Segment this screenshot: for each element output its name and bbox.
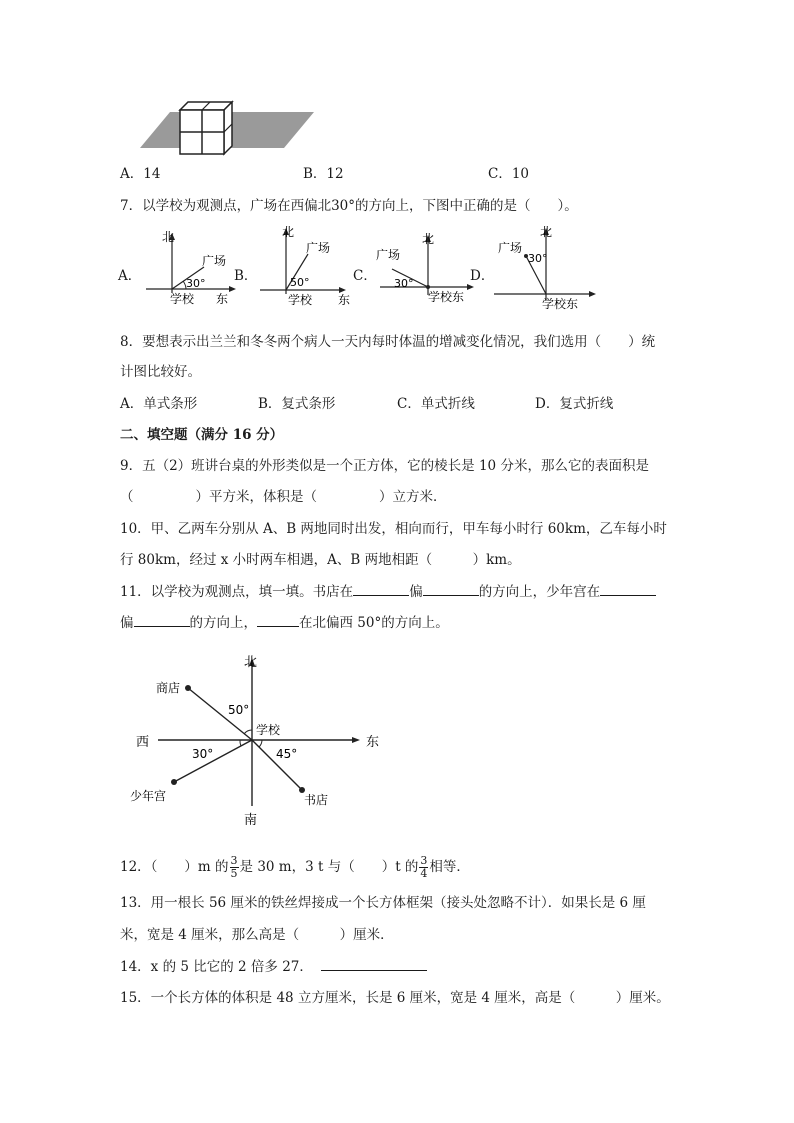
q7a-north: 北 xyxy=(162,230,175,244)
q7-option-c-letter: C． xyxy=(353,268,377,284)
q11-south: 南 xyxy=(244,813,258,828)
q7-question: 7．以学校为观测点，广场在西偏北30°的方向上，下图中正确的是（ ）。 xyxy=(120,198,578,214)
q7-option-d-letter: D． xyxy=(470,268,495,284)
q10-line1: 10．甲、乙两车分别从 A、B 两地同时出发，相向而行，甲车每小时行 60km，乙车每小时 xyxy=(120,521,667,537)
q7a-place: 广场 xyxy=(202,254,227,268)
q6-option-b: B．12 xyxy=(303,166,344,182)
q7b-origin: 学校 xyxy=(288,293,313,307)
q11-angle-50: 50° xyxy=(228,703,250,717)
q15-line: 15．一个长方体的体积是 48 立方厘米，长是 6 厘米，宽是 4 厘米，高是（ ）厘米。 xyxy=(120,990,670,1006)
q11-line1: 11．以学校为观测点，填一填。书店在 偏 的方向上，少年宫在 xyxy=(120,581,656,602)
q13-line1: 13．用一根长 56 厘米的铁丝焊接成一个长方体框架（接头处忽略不计）．如果长是 6 厘 xyxy=(120,895,646,911)
q8-option-c: C．单式折线 xyxy=(397,396,475,412)
q8-option-b: B．复式条形 xyxy=(258,396,336,412)
q7-option-a-letter: A． xyxy=(118,268,142,284)
q14-line: 14．x 的 5 比它的 2 倍多 27． xyxy=(120,956,427,977)
q7b-angle: 50° xyxy=(290,276,310,289)
q7d-angle: 30° xyxy=(528,252,548,265)
q7a-east: 东 xyxy=(216,292,229,306)
q11-line2: 偏 的方向上， 在北偏西 50°的方向上。 xyxy=(120,612,449,633)
q13-line2: 米，宽是 4 厘米，那么高是（ ）厘米． xyxy=(120,927,394,943)
q9-line1: 9．五（2）班讲台桌的外形类似是一个正方体，它的棱长是 10 分米，那么它的表面积是 xyxy=(120,458,649,474)
q11-angle-30: 30° xyxy=(192,747,214,761)
fraction-3-4: $\frac{3}{4}$ xyxy=(420,854,428,880)
q12-line: 12．（ ）m 的 $\frac{3}{5}$ 是 30 m，3 t 与（ ）t 的 $\frac{3}{4}$ 相等． xyxy=(120,854,470,880)
q7c-place: 广场 xyxy=(376,248,401,262)
q7c-north: 北 xyxy=(422,232,435,246)
q11-north: 北 xyxy=(244,655,258,670)
q7-diagram-b xyxy=(254,220,354,310)
q7b-place: 广场 xyxy=(306,241,331,255)
q7a-angle: 30° xyxy=(186,277,206,290)
q7-diagram-c xyxy=(372,225,482,309)
fraction-3-5: $\frac{3}{5}$ xyxy=(230,854,238,880)
q11-youth-palace: 少年宫 xyxy=(130,789,167,803)
q7b-east: 东 xyxy=(338,293,351,307)
q11-store: 商店 xyxy=(156,681,181,695)
q7d-place: 广场 xyxy=(498,241,523,255)
q7-diagram-d xyxy=(490,220,600,312)
q11-bookstore: 书店 xyxy=(304,793,329,807)
q11-center: 学校 xyxy=(256,723,281,737)
q11-compass-diagram xyxy=(130,648,390,830)
section-title: 二、填空题（满分 16 分） xyxy=(120,427,284,443)
q8-option-d: D．复式折线 xyxy=(535,396,614,412)
q8-option-a: A．单式条形 xyxy=(120,396,198,412)
q7c-angle: 30° xyxy=(394,277,414,290)
q11-east: 东 xyxy=(366,735,380,750)
q7d-origin: 学校东 xyxy=(542,297,579,311)
q8-line2: 计图比较好。 xyxy=(120,364,201,380)
cube-figure xyxy=(140,96,320,156)
q6-option-a: A．14 xyxy=(120,166,161,182)
q7a-origin: 学校 xyxy=(170,292,195,306)
q6-option-c: C．10 xyxy=(488,166,530,182)
q7c-origin: 学校东 xyxy=(428,290,465,304)
q7-diagram-a xyxy=(140,225,240,309)
q10-line2: 行 80km，经过 x 小时两车相遇，A、B 两地相距（ ）km。 xyxy=(120,552,521,568)
q8-line1: 8．要想表示出兰兰和冬冬两个病人一天内每时体温的增减变化情况，我们选用（ ）统 xyxy=(120,334,656,350)
q11-angle-45: 45° xyxy=(276,747,298,761)
q11-west: 西 xyxy=(136,735,150,750)
q7-option-b-letter: B． xyxy=(234,268,258,284)
q7d-north: 北 xyxy=(540,225,553,239)
q9-line2: （ ）平方米，体积是（ ）立方米． xyxy=(120,489,447,505)
q7b-north: 北 xyxy=(282,225,295,239)
